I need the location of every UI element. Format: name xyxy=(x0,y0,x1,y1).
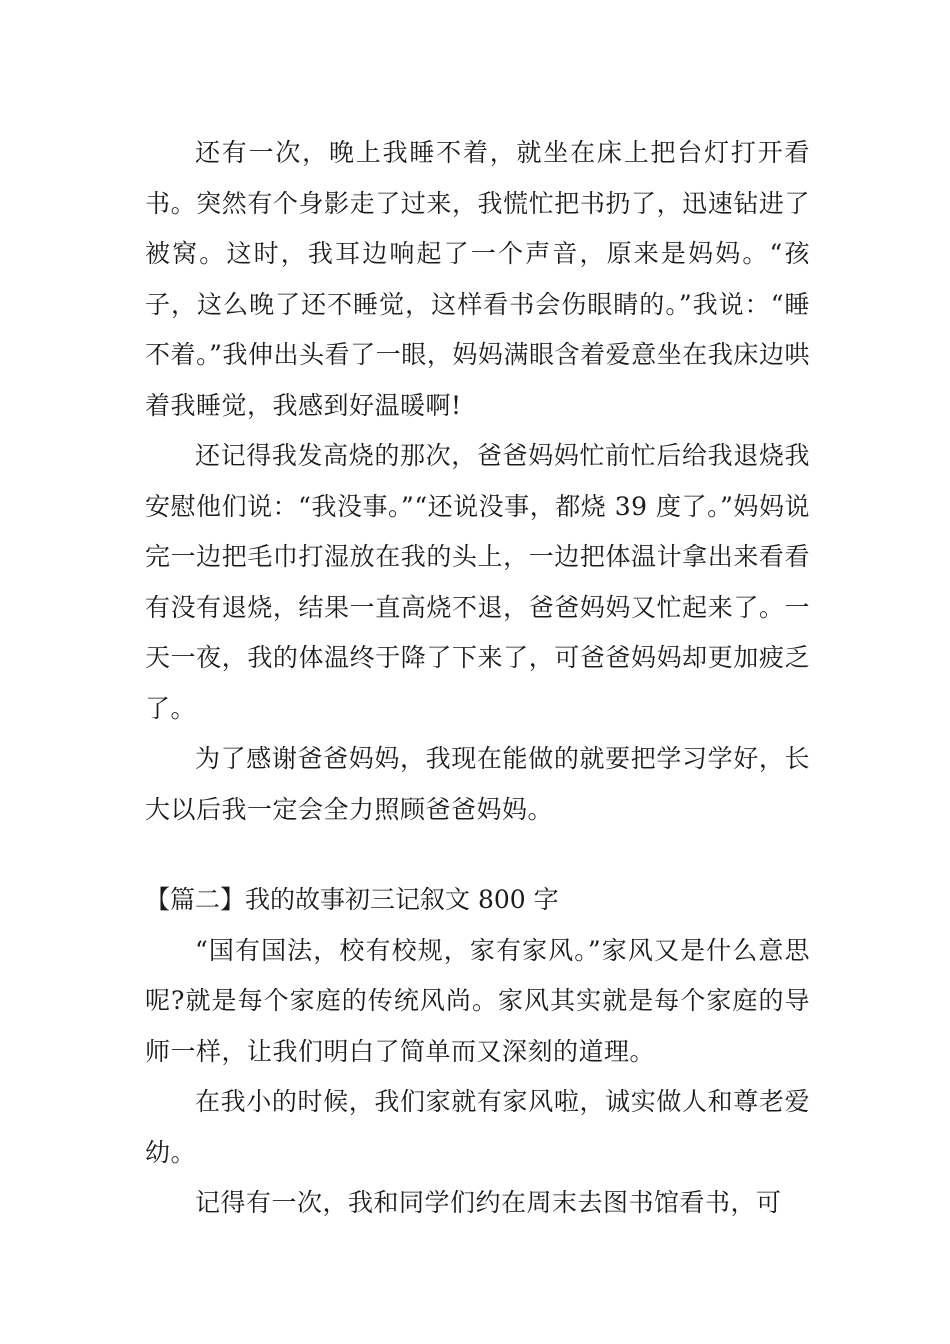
paragraph-family-tradition: 在我小的时候，我们家就有家风啦，诚实做人和尊老爱幼。 xyxy=(145,1087,810,1167)
paragraph-reading-at-night: 还有一次，晚上我睡不着，就坐在床上把台灯打开看书。突然有个身影走了过来，我慌忙把书扔了，迅速钻进了被窝。这时，我耳边响起了一个声音，原来是妈妈。“孩子，这么晚了还不睡觉，这样看书会伤眼睛的。”我说：“睡不着。”我伸出头看了一眼，妈妈满眼含着爱意坐在我床边哄着我睡觉，我感到好温暖啊! xyxy=(145,138,810,420)
paragraph-library-story: 记得有一次，我和同学们约在周末去图书馆看书，可 xyxy=(195,1188,782,1217)
story-section-two xyxy=(145,875,810,1229)
section-heading: 【篇二】我的故事初三记叙文 800 字 xyxy=(145,885,559,914)
story-section-one xyxy=(145,128,810,835)
paragraph-high-fever: 还记得我发高烧的那次，爸爸妈妈忙前忙后给我退烧我安慰他们说：“我没事。”“还说没事，都烧 39 度了。”妈妈说完一边把毛巾打湿放在我的头上，一边把体温计拿出来看看有没有退烧，结果一直高烧不退，爸爸妈妈又忙起来了。一天一夜，我的体温终于降了下来了，可爸爸妈妈却更加疲乏了。 xyxy=(145,441,810,723)
paragraph-family-rules: “国有国法，校有校规，家有家风。”家风又是什么意思呢?就是每个家庭的传统风尚。家风其实就是每个家庭的导师一样，让我们明白了简单而又深刻的道理。 xyxy=(145,935,810,1066)
paragraph-gratitude: 为了感谢爸爸妈妈，我现在能做的就要把学习学好，长大以后我一定会全力照顾爸爸妈妈。 xyxy=(145,744,810,824)
